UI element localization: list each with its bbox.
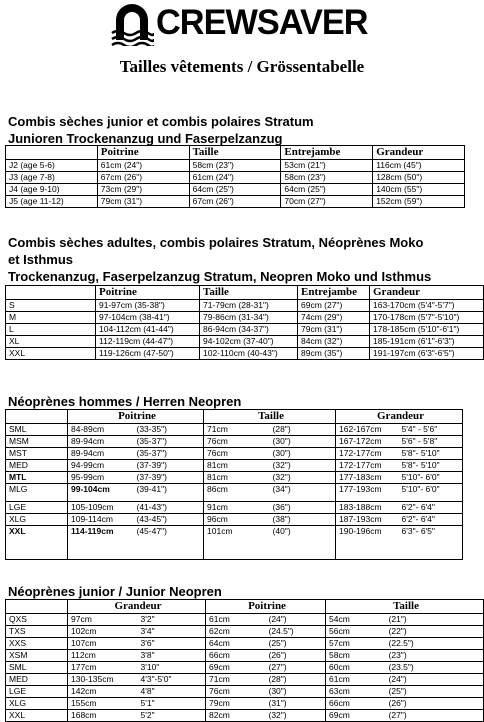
table-cell: 142cm — [68, 686, 138, 698]
table-cell: 107cm — [68, 638, 138, 650]
table-cell: 62cm — [206, 626, 266, 638]
column-header — [6, 286, 96, 300]
table-cell: (24.5") — [266, 626, 326, 638]
column-header — [6, 146, 98, 160]
table-row — [6, 460, 463, 472]
junior-dry-heading-de: Junioren Trockenanzug und Faserpelzanzug — [8, 131, 283, 146]
table-cell: 162-167cm — [336, 424, 399, 436]
table-cell: 86cm — [204, 484, 270, 502]
table-cell: MED — [6, 460, 68, 472]
table-cell: (39-41") — [134, 484, 204, 502]
table-cell: (22") — [386, 626, 484, 638]
lifebuoy-icon — [110, 2, 154, 46]
table-cell: 96cm — [204, 514, 270, 526]
table-cell: LGE — [6, 502, 68, 514]
table-row — [6, 472, 463, 484]
table-row — [6, 448, 463, 460]
table-cell: 112cm — [68, 650, 138, 662]
table-cell: MSM — [6, 436, 68, 448]
table-cell: (33-35") — [134, 424, 204, 436]
column-header: Entrejambe — [281, 146, 373, 160]
table-cell: 71-79cm (28-31") — [200, 300, 298, 312]
table-cell: (37-39") — [134, 460, 204, 472]
table-cell: 54cm — [326, 614, 386, 626]
column-header: Grandeur — [373, 146, 465, 160]
table-cell: 177cm — [68, 662, 138, 674]
table-cell: (35-37") — [134, 448, 204, 460]
table-cell: 152cm (59") — [373, 196, 465, 208]
table-cell: 61cm — [206, 614, 266, 626]
table-cell: 74cm (29") — [298, 312, 370, 324]
table-cell: (41-43") — [134, 502, 204, 514]
column-header: Taille — [189, 146, 281, 160]
table-cell: 3'8" — [138, 650, 206, 662]
table-cell: 183-188cm — [336, 502, 399, 514]
table-cell: L — [6, 324, 96, 336]
table-cell: 4'8" — [138, 686, 206, 698]
table-cell: 3'10" — [138, 662, 206, 674]
table-cell: 190-196cm — [336, 526, 399, 560]
column-header: Grandeur — [68, 600, 206, 614]
table-cell: 66cm — [326, 698, 386, 710]
table-cell: 91-97cm (35-38") — [96, 300, 200, 312]
table-row — [6, 484, 463, 502]
table-cell: M — [6, 312, 96, 324]
table-cell: 102cm — [68, 626, 138, 638]
table-cell: 76cm — [204, 436, 270, 448]
table-row — [6, 698, 484, 710]
table-cell: 53cm (21") — [281, 160, 373, 172]
table-cell: 97cm — [68, 614, 138, 626]
table-cell: 64cm — [206, 638, 266, 650]
table-cell: 89-94cm — [68, 448, 134, 460]
table-cell: 102-110cm (40-43") — [200, 348, 298, 360]
table-cell: 170-178cm (5'7"-5'10") — [370, 312, 484, 324]
table-cell: (23") — [386, 650, 484, 662]
table-cell: 5'1" — [138, 698, 206, 710]
table-cell: 140cm (55") — [373, 184, 465, 196]
page-title: Tailles vêtements / Grössentabelle — [119, 57, 365, 76]
table-cell: 81cm — [204, 472, 270, 484]
table-cell: 95-99cm — [68, 472, 134, 484]
table-cell: 105-109cm — [68, 502, 134, 514]
table-cell: (45-47") — [134, 526, 204, 560]
adult-dry-heading-de: Trockenanzug, Faserpelzanzug Stratum, Neopren Moko und Isthmus — [8, 269, 432, 284]
table-cell: XLG — [6, 698, 68, 710]
table-row — [6, 348, 484, 360]
table-cell: 61cm (24") — [189, 172, 281, 184]
table-row — [6, 300, 484, 312]
table-cell: 187-193cm — [336, 514, 399, 526]
table-cell: 69cm — [326, 710, 386, 722]
table-cell: (30") — [270, 436, 336, 448]
table-cell: 177-183cm — [336, 472, 399, 484]
table-cell: 6'3"- 6'5" — [399, 526, 463, 560]
table-cell: (28") — [270, 424, 336, 436]
table-cell: QXS — [6, 614, 68, 626]
column-header: Poitrine — [206, 600, 326, 614]
table-cell: 178-185cm (5'10"-6'1") — [370, 324, 484, 336]
table-cell: XLG — [6, 514, 68, 526]
table-row — [6, 324, 484, 336]
table-cell: (27") — [266, 662, 326, 674]
table-cell: 60cm — [326, 662, 386, 674]
brand-name: CREWSAVER — [156, 3, 368, 42]
table-cell: 76cm — [206, 686, 266, 698]
table-row — [6, 502, 463, 514]
table-cell: (26") — [386, 698, 484, 710]
table-cell: 57cm — [326, 638, 386, 650]
table-cell: 128cm (50") — [373, 172, 465, 184]
table-cell: (35-37") — [134, 436, 204, 448]
table-cell: MLG — [6, 484, 68, 502]
table-cell: 167-172cm — [336, 436, 399, 448]
table-cell: (30") — [270, 448, 336, 460]
table-cell: J3 (age 7-8) — [6, 172, 98, 184]
table-cell: 69cm — [206, 662, 266, 674]
table-row — [6, 674, 484, 686]
table-cell: S — [6, 300, 96, 312]
table-cell: 155cm — [68, 698, 138, 710]
table-row — [6, 196, 465, 208]
adult-dry-heading-fr-2: et Isthmus — [8, 252, 74, 267]
table-cell: (21") — [386, 614, 484, 626]
table-cell: 79cm — [206, 698, 266, 710]
table-row — [6, 662, 484, 674]
column-header: Entrejambe — [298, 286, 370, 300]
table-cell: 119-126cm (47-50") — [96, 348, 200, 360]
table-cell: 73cm (29") — [97, 184, 189, 196]
table-cell: 94-99cm — [68, 460, 134, 472]
table-cell: 163-170cm (5'4"-5'7") — [370, 300, 484, 312]
table-row — [6, 436, 463, 448]
table-cell: 99-104cm — [68, 484, 134, 502]
table-cell: 58cm — [326, 650, 386, 662]
column-header: Taille — [326, 600, 484, 614]
table-cell: 168cm — [68, 710, 138, 722]
table-cell: 82cm — [206, 710, 266, 722]
table-cell: 63cm — [326, 686, 386, 698]
table-row — [6, 172, 465, 184]
table-cell: 56cm — [326, 626, 386, 638]
table-row — [6, 650, 484, 662]
table-cell: 3'4" — [138, 626, 206, 638]
table-cell: 112-119cm (44-47") — [96, 336, 200, 348]
crewsaver-logo — [110, 2, 368, 50]
table-cell: (36") — [270, 502, 336, 514]
table-cell: 5'6" - 5'8" — [399, 436, 463, 448]
table-cell: 172-177cm — [336, 460, 399, 472]
column-header: Poitrine — [68, 410, 204, 424]
table-row — [6, 160, 465, 172]
table-cell: XXL — [6, 348, 96, 360]
table-cell: 172-177cm — [336, 448, 399, 460]
table-cell: (27") — [386, 710, 484, 722]
table-row — [6, 614, 484, 626]
mens-neo-table — [5, 409, 463, 560]
table-cell: 58cm (23") — [281, 172, 373, 184]
table-cell: J4 (age 9-10) — [6, 184, 98, 196]
table-cell: 185-191cm (6'1"-6'3") — [370, 336, 484, 348]
table-cell: (23.5") — [386, 662, 484, 674]
column-header: Grandeur — [370, 286, 484, 300]
table-cell: 91cm — [204, 502, 270, 514]
table-cell: (26") — [266, 650, 326, 662]
table-cell: MED — [6, 674, 68, 686]
table-cell: 6'2"- 6'4" — [399, 502, 463, 514]
table-cell: 76cm — [204, 448, 270, 460]
table-cell: (25") — [266, 638, 326, 650]
table-cell: 71cm — [206, 674, 266, 686]
table-cell: 61cm — [326, 674, 386, 686]
table-cell: 3'6" — [138, 638, 206, 650]
table-cell: LGE — [6, 686, 68, 698]
table-cell: (25") — [386, 686, 484, 698]
table-cell: (34") — [270, 484, 336, 502]
table-cell: 94-102cm (37-40") — [200, 336, 298, 348]
column-header: Taille — [204, 410, 336, 424]
table-row — [6, 626, 484, 638]
table-cell: (31") — [266, 698, 326, 710]
table-cell: J5 (age 11-12) — [6, 196, 98, 208]
table-cell: 81cm — [204, 460, 270, 472]
table-cell: 101cm — [204, 526, 270, 560]
adult-dry-heading-fr-1: Combis sèches adultes, combis polaires Stratum, Néoprènes Moko — [8, 235, 424, 250]
table-cell: 177-193cm — [336, 484, 399, 502]
table-cell: 89-94cm — [68, 436, 134, 448]
table-cell: (28") — [266, 674, 326, 686]
table-cell: (30") — [266, 686, 326, 698]
table-cell: MST — [6, 448, 68, 460]
table-cell: 79cm (31") — [97, 196, 189, 208]
table-cell: MTL — [6, 472, 68, 484]
table-cell: XL — [6, 336, 96, 348]
table-cell: (43-45") — [134, 514, 204, 526]
table-cell: 5'8"- 5'10" — [399, 460, 463, 472]
table-cell: 116cm (45") — [373, 160, 465, 172]
table-cell: 84cm (32") — [298, 336, 370, 348]
table-cell: 79-86cm (31-34") — [200, 312, 298, 324]
table-cell: (32") — [266, 710, 326, 722]
table-cell: 64cm (25") — [281, 184, 373, 196]
table-row — [6, 336, 484, 348]
table-cell: 86-94cm (34-37") — [200, 324, 298, 336]
table-cell: SML — [6, 662, 68, 674]
column-header: Grandeur — [336, 410, 463, 424]
table-cell: (22.5") — [386, 638, 484, 650]
table-cell: 104-112cm (41-44") — [96, 324, 200, 336]
table-cell: (32") — [270, 472, 336, 484]
table-cell: 5'10"- 6'0" — [399, 472, 463, 484]
table-cell: J2 (age 5-6) — [6, 160, 98, 172]
table-cell: 79cm (31") — [298, 324, 370, 336]
table-cell: 70cm (27") — [281, 196, 373, 208]
table-cell: XXS — [6, 638, 68, 650]
table-cell: (24") — [386, 674, 484, 686]
table-cell: 84-89cm — [68, 424, 134, 436]
table-cell: 5'8"- 5'10" — [399, 448, 463, 460]
table-cell: (38") — [270, 514, 336, 526]
table-row — [6, 424, 463, 436]
table-row — [6, 686, 484, 698]
table-cell: 66cm — [206, 650, 266, 662]
junior-dry-table — [5, 145, 465, 208]
junior-neo-heading: Néoprènes junior / Junior Neopren — [8, 584, 222, 599]
column-header: Taille — [200, 286, 298, 300]
table-cell: SML — [6, 424, 68, 436]
table-cell: (24") — [266, 614, 326, 626]
column-header: Poitrine — [96, 286, 200, 300]
junior-neo-table — [5, 599, 484, 722]
table-row — [6, 526, 463, 560]
mens-neo-heading: Néoprènes hommes / Herren Neopren — [8, 394, 242, 409]
table-row — [6, 514, 463, 526]
table-cell: 191-197cm (6'3"-6'5") — [370, 348, 484, 360]
table-cell: XXL — [6, 710, 68, 722]
table-cell: 67cm (26") — [97, 172, 189, 184]
junior-dry-heading-fr: Combis sèches junior et combis polaires Stratum — [8, 114, 314, 129]
table-row — [6, 638, 484, 650]
table-cell: 67cm (26") — [189, 196, 281, 208]
table-cell: 61cm (24") — [97, 160, 189, 172]
table-cell: 3'2" — [138, 614, 206, 626]
table-cell: 64cm (25") — [189, 184, 281, 196]
table-cell: 97-104cm (38-41") — [96, 312, 200, 324]
table-cell: 5'10"- 6'0" — [399, 484, 463, 502]
table-cell: 6'2"- 6'4" — [399, 514, 463, 526]
table-cell: (32") — [270, 460, 336, 472]
table-cell: 5'4" - 5'6" — [399, 424, 463, 436]
table-cell: 5'2" — [138, 710, 206, 722]
table-cell: (40") — [270, 526, 336, 560]
table-cell: 71cm — [204, 424, 270, 436]
table-cell: 69cm (27") — [298, 300, 370, 312]
table-cell: XSM — [6, 650, 68, 662]
table-cell: 114-119cm — [68, 526, 134, 560]
table-cell: 58cm (23") — [189, 160, 281, 172]
table-cell: XXL — [6, 526, 68, 560]
table-cell: 109-114cm — [68, 514, 134, 526]
table-cell: 130-135cm — [68, 674, 138, 686]
table-cell: 89cm (35") — [298, 348, 370, 360]
table-cell: TXS — [6, 626, 68, 638]
table-row — [6, 312, 484, 324]
adult-dry-table — [5, 285, 484, 360]
table-cell: (37-39") — [134, 472, 204, 484]
column-header: Poitrine — [97, 146, 189, 160]
table-cell: 4'3"-5'0" — [138, 674, 206, 686]
table-row — [6, 184, 465, 196]
